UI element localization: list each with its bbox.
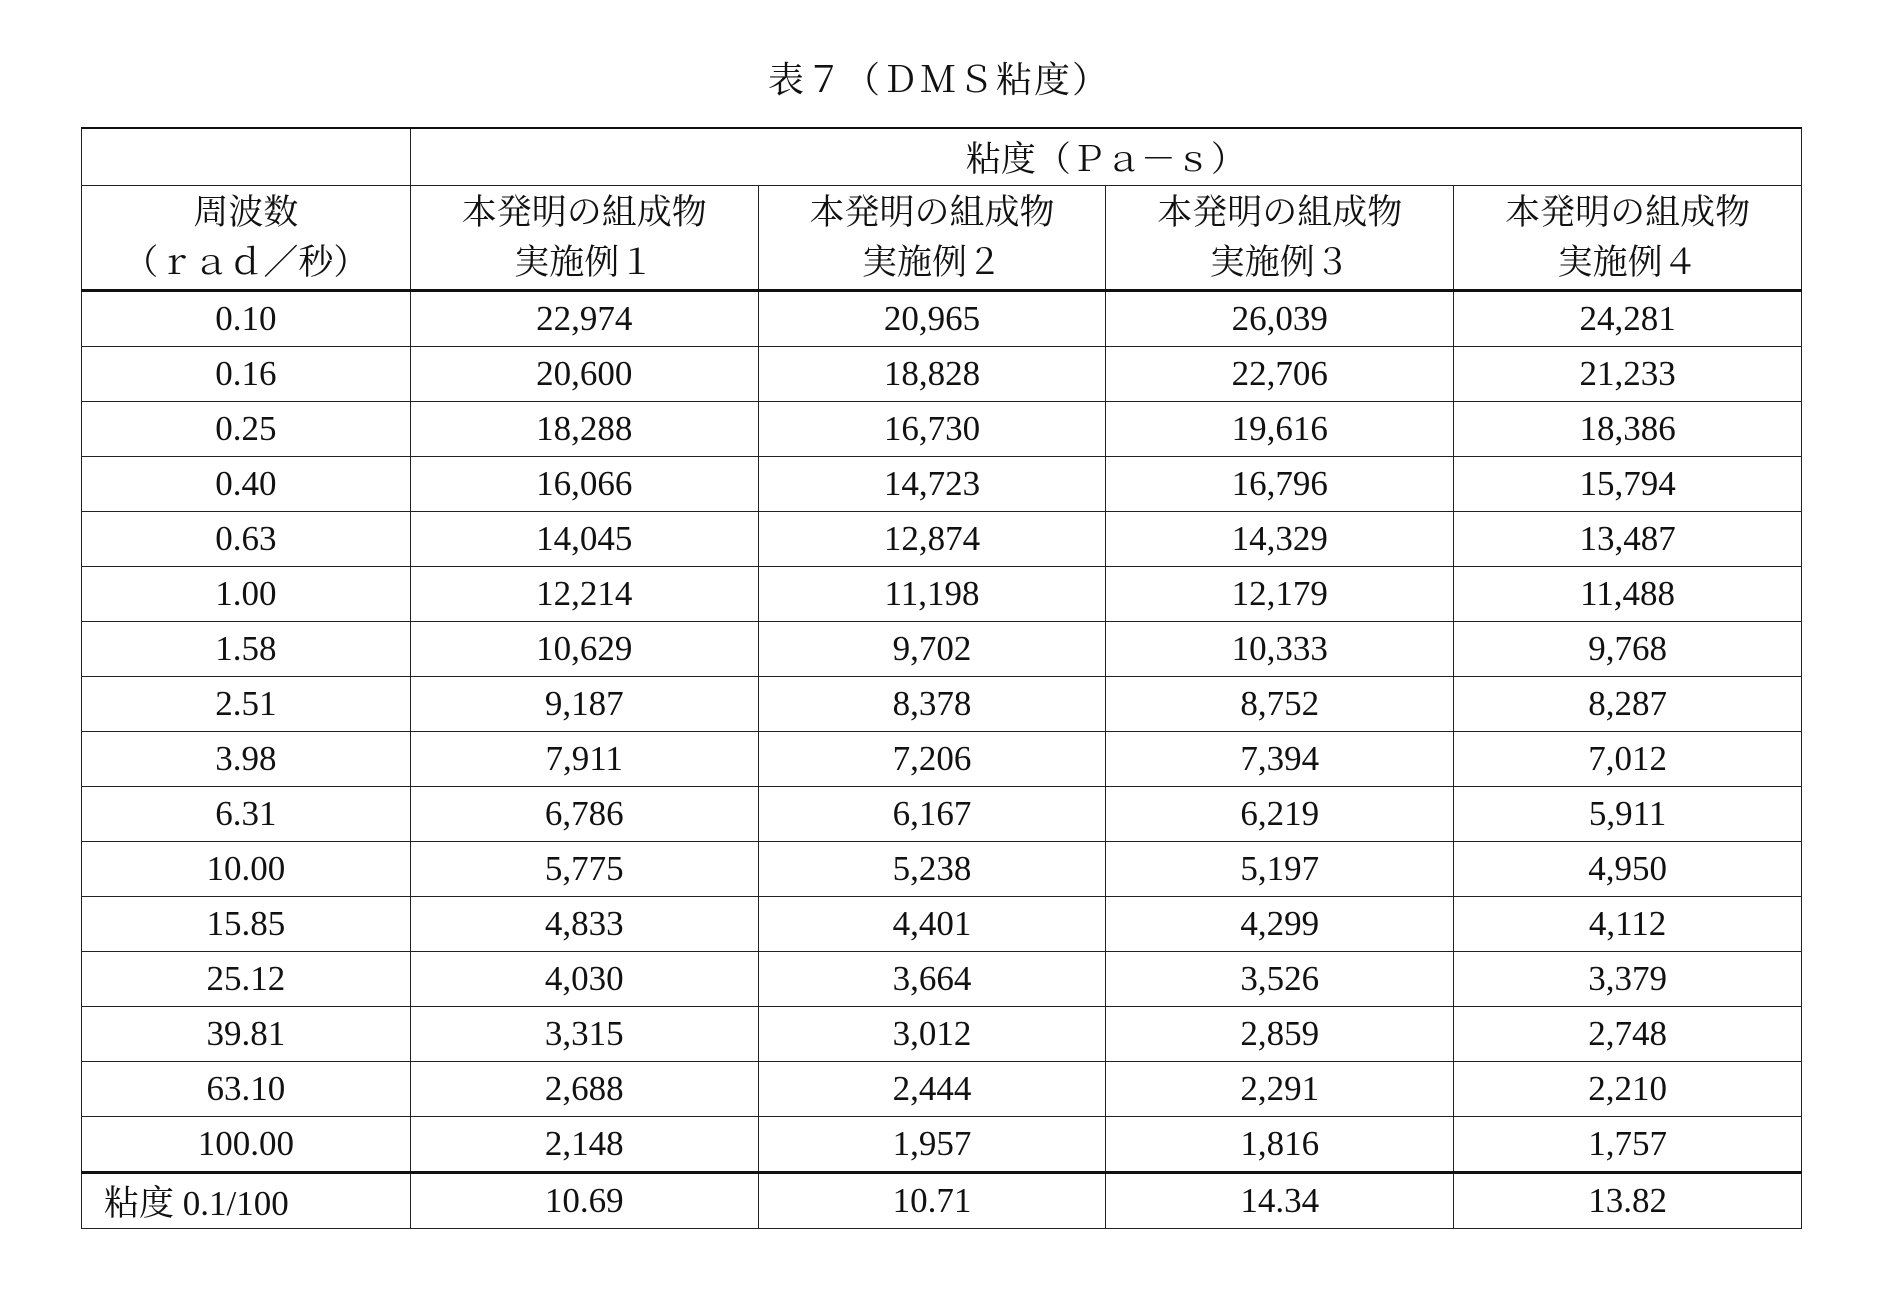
viscosity-cell: 16,066: [410, 457, 758, 512]
viscosity-cell: 5,911: [1454, 787, 1802, 842]
viscosity-cell: 3,664: [758, 952, 1106, 1007]
viscosity-cell: 19,616: [1106, 402, 1454, 457]
viscosity-cell: 3,379: [1454, 952, 1802, 1007]
viscosity-cell: 10,629: [410, 622, 758, 677]
viscosity-cell: 14,045: [410, 512, 758, 567]
frequency-header-line1: 周波数: [82, 188, 410, 238]
viscosity-cell: 2,859: [1106, 1007, 1454, 1062]
viscosity-group-header: 粘度（Ｐａ－ｓ）: [410, 128, 1801, 186]
viscosity-cell: 24,281: [1454, 291, 1802, 347]
frequency-cell: 100.00: [82, 1117, 411, 1173]
table-row: [82, 1117, 1802, 1173]
viscosity-cell: 9,768: [1454, 622, 1802, 677]
viscosity-cell: 2,748: [1454, 1007, 1802, 1062]
column-header-line1: 本発明の組成物: [411, 188, 758, 238]
column-header-line2: 実施例２: [759, 238, 1106, 288]
frequency-cell: 3.98: [82, 732, 411, 787]
frequency-cell: 0.25: [82, 402, 411, 457]
table-row: [82, 1007, 1802, 1062]
table-title: 表７（ＤＭＳ粘度）: [0, 52, 1878, 103]
table-row: [82, 402, 1802, 457]
viscosity-cell: 3,526: [1106, 952, 1454, 1007]
table-row: [82, 897, 1802, 952]
viscosity-cell: 4,950: [1454, 842, 1802, 897]
ratio-cell: 10.71: [758, 1173, 1106, 1229]
ratio-cell: 14.34: [1106, 1173, 1454, 1229]
viscosity-cell: 6,167: [758, 787, 1106, 842]
viscosity-cell: 10,333: [1106, 622, 1454, 677]
viscosity-cell: 6,219: [1106, 787, 1454, 842]
viscosity-cell: 18,386: [1454, 402, 1802, 457]
viscosity-cell: 6,786: [410, 787, 758, 842]
header-row-columns: [82, 186, 1802, 291]
table-row: [82, 952, 1802, 1007]
column-header-line1: 本発明の組成物: [1106, 188, 1453, 238]
frequency-header-line2: （ｒａｄ／秒）: [82, 238, 410, 288]
frequency-cell: 1.58: [82, 622, 411, 677]
viscosity-cell: 4,833: [410, 897, 758, 952]
viscosity-cell: 8,752: [1106, 677, 1454, 732]
frequency-cell: 2.51: [82, 677, 411, 732]
viscosity-cell: 1,757: [1454, 1117, 1802, 1173]
viscosity-cell: 4,401: [758, 897, 1106, 952]
viscosity-cell: 20,965: [758, 291, 1106, 347]
frequency-cell: 6.31: [82, 787, 411, 842]
viscosity-cell: 9,702: [758, 622, 1106, 677]
table-row: [82, 567, 1802, 622]
viscosity-cell: 14,723: [758, 457, 1106, 512]
frequency-cell: 25.12: [82, 952, 411, 1007]
viscosity-cell: 7,394: [1106, 732, 1454, 787]
viscosity-cell: 16,796: [1106, 457, 1454, 512]
table-row: [82, 732, 1802, 787]
viscosity-cell: 2,688: [410, 1062, 758, 1117]
frequency-cell: 0.40: [82, 457, 411, 512]
viscosity-cell: 5,238: [758, 842, 1106, 897]
viscosity-cell: 3,012: [758, 1007, 1106, 1062]
viscosity-cell: 22,974: [410, 291, 758, 347]
column-header-line1: 本発明の組成物: [759, 188, 1106, 238]
viscosity-cell: 22,706: [1106, 347, 1454, 402]
frequency-cell: 15.85: [82, 897, 411, 952]
table-row: [82, 787, 1802, 842]
column-header-line2: 実施例３: [1106, 238, 1453, 288]
frequency-cell: 0.10: [82, 291, 411, 347]
viscosity-cell: 18,828: [758, 347, 1106, 402]
viscosity-cell: 12,179: [1106, 567, 1454, 622]
viscosity-cell: 7,012: [1454, 732, 1802, 787]
viscosity-cell: 4,299: [1106, 897, 1454, 952]
viscosity-cell: 11,488: [1454, 567, 1802, 622]
frequency-cell: 0.16: [82, 347, 411, 402]
viscosity-cell: 2,291: [1106, 1062, 1454, 1117]
viscosity-cell: 13,487: [1454, 512, 1802, 567]
table-row: [82, 512, 1802, 567]
column-header-example-2: [758, 186, 1106, 291]
dms-viscosity-table: [81, 127, 1802, 1229]
table-row: [82, 842, 1802, 897]
column-header-example-4: [1454, 186, 1802, 291]
viscosity-cell: 18,288: [410, 402, 758, 457]
frequency-cell: 10.00: [82, 842, 411, 897]
frequency-cell: 0.63: [82, 512, 411, 567]
viscosity-cell: 9,187: [410, 677, 758, 732]
viscosity-cell: 7,206: [758, 732, 1106, 787]
table-row: [82, 347, 1802, 402]
table-row: [82, 291, 1802, 347]
ratio-label-cell: 粘度 0.1/100: [82, 1173, 411, 1229]
ratio-cell: 13.82: [1454, 1173, 1802, 1229]
viscosity-cell: 8,378: [758, 677, 1106, 732]
viscosity-cell: 3,315: [410, 1007, 758, 1062]
frequency-cell: 39.81: [82, 1007, 411, 1062]
viscosity-cell: 4,030: [410, 952, 758, 1007]
viscosity-cell: 1,957: [758, 1117, 1106, 1173]
table-row: [82, 677, 1802, 732]
viscosity-cell: 7,911: [410, 732, 758, 787]
column-header-example-1: [410, 186, 758, 291]
viscosity-cell: 26,039: [1106, 291, 1454, 347]
table-row: [82, 622, 1802, 677]
viscosity-cell: 15,794: [1454, 457, 1802, 512]
viscosity-cell: 12,214: [410, 567, 758, 622]
frequency-header: [82, 186, 411, 291]
header-row-group: [82, 128, 1802, 186]
header-empty-cell: [82, 128, 411, 186]
table-row: [82, 457, 1802, 512]
viscosity-ratio-row: [82, 1173, 1802, 1229]
viscosity-cell: 5,197: [1106, 842, 1454, 897]
viscosity-cell: 14,329: [1106, 512, 1454, 567]
viscosity-cell: 5,775: [410, 842, 758, 897]
viscosity-cell: 2,210: [1454, 1062, 1802, 1117]
viscosity-cell: 4,112: [1454, 897, 1802, 952]
column-header-line1: 本発明の組成物: [1454, 188, 1801, 238]
viscosity-cell: 12,874: [758, 512, 1106, 567]
viscosity-cell: 16,730: [758, 402, 1106, 457]
column-header-line2: 実施例４: [1454, 238, 1801, 288]
viscosity-cell: 20,600: [410, 347, 758, 402]
column-header-line2: 実施例１: [411, 238, 758, 288]
frequency-cell: 63.10: [82, 1062, 411, 1117]
viscosity-cell: 2,148: [410, 1117, 758, 1173]
table-row: [82, 1062, 1802, 1117]
viscosity-cell: 8,287: [1454, 677, 1802, 732]
column-header-example-3: [1106, 186, 1454, 291]
viscosity-cell: 1,816: [1106, 1117, 1454, 1173]
viscosity-cell: 21,233: [1454, 347, 1802, 402]
frequency-cell: 1.00: [82, 567, 411, 622]
viscosity-cell: 11,198: [758, 567, 1106, 622]
ratio-cell: 10.69: [410, 1173, 758, 1229]
viscosity-cell: 2,444: [758, 1062, 1106, 1117]
